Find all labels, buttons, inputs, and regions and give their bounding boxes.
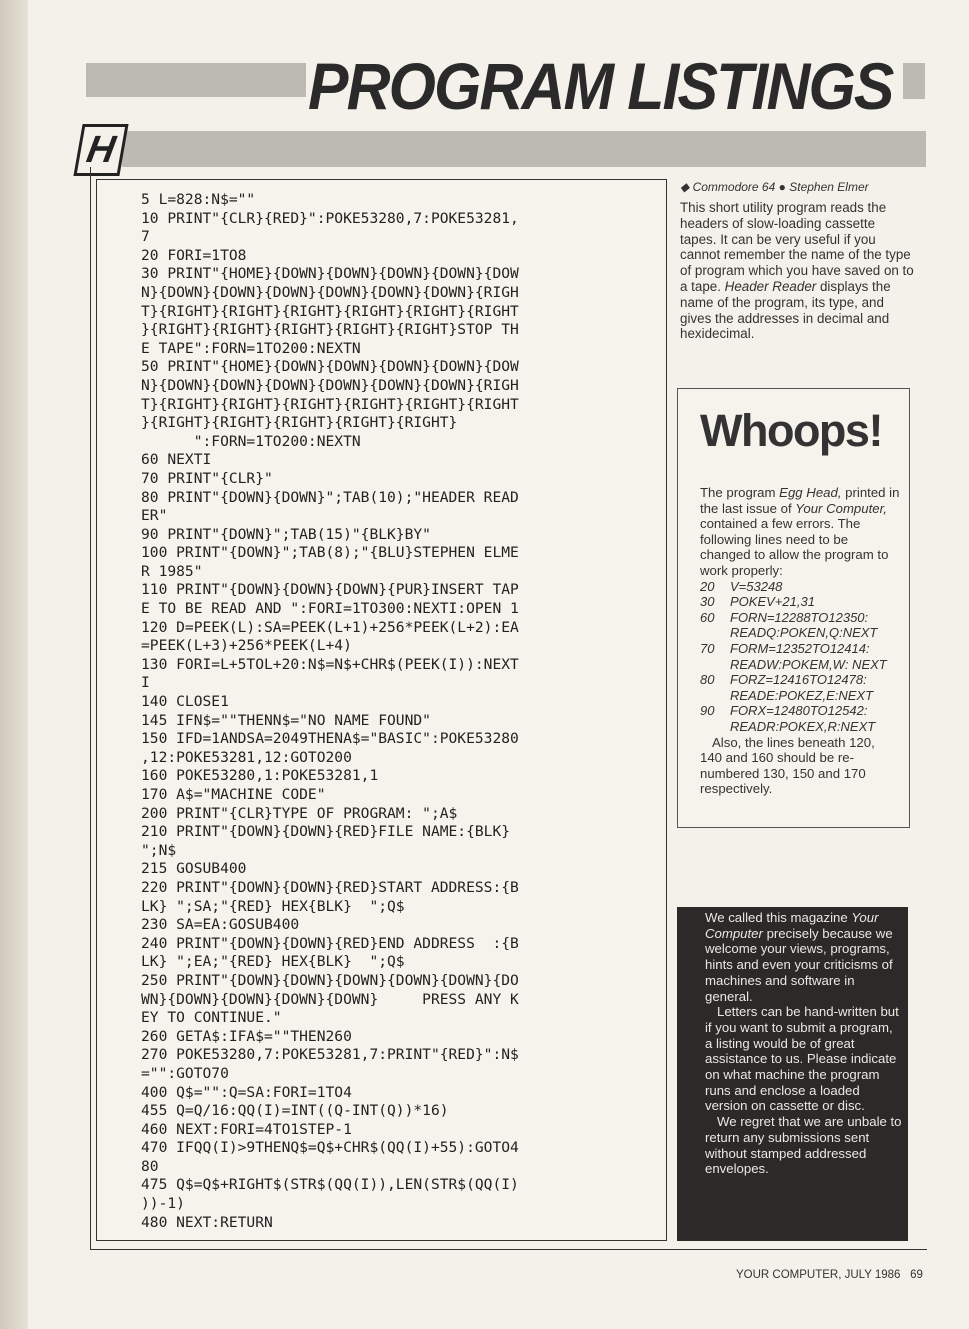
code-line: 240 PRINT"{DOWN}{DOWN}{RED}END ADDRESS :{B — [141, 934, 519, 952]
correction-line-number: 60 — [700, 609, 715, 625]
code-line: 20 FORI=1TO8 — [141, 246, 247, 264]
publication-info: YOUR COMPUTER, JULY 1986 — [736, 1269, 901, 1281]
submission-notice-text — [705, 910, 903, 1177]
code-line: 480 NEXT:RETURN — [141, 1213, 273, 1231]
code-line: ER" — [141, 507, 168, 525]
program-byline — [680, 180, 915, 194]
code-line: 160 POKE53280,1:POKE53281,1 — [141, 767, 379, 785]
program-listing-box — [96, 179, 667, 1241]
notice-paragraph: We regret that we are unbale to return any submissions sent without stamped addressed envelopes. — [705, 1114, 902, 1177]
code-line: 250 PRINT"{DOWN}{DOWN}{DOWN}{DOWN}{DOWN}{DO — [141, 971, 519, 989]
code-line: 210 PRINT"{DOWN}{DOWN}{RED}FILE NAME:{BLK} — [141, 823, 511, 841]
correction-code: FORZ=12416TO12478: READE:POKEZ,E:NEXT — [730, 672, 874, 703]
code-line: 140 CLOSE1 — [141, 693, 229, 711]
code-line: 80 PRINT"{DOWN}{DOWN}";TAB(10);"HEADER READ — [141, 488, 519, 506]
code-line: 170 A$="MACHINE CODE" — [141, 786, 326, 803]
correction-line-number: 80 — [700, 672, 715, 688]
section-letter-badge: H — [73, 124, 128, 176]
code-line: 200 PRINT"{CLR}TYPE OF PROGRAM: ";A$ — [141, 804, 458, 822]
code-line: }{RIGHT}{RIGHT}{RIGHT}{RIGHT}{RIGHT} — [141, 414, 458, 432]
correction-line — [700, 703, 900, 734]
code-line: 460 NEXT:FORI=4TO1STEP-1 — [141, 1120, 352, 1138]
code-line: I — [141, 674, 150, 692]
code-line: 455 Q=Q/16:QQ(I)=INT((Q-INT(Q))*16) — [141, 1102, 449, 1120]
code-line: ))-1) — [141, 1195, 185, 1213]
code-line: N}{DOWN}{DOWN}{DOWN}{DOWN}{DOWN}{DOWN}{RIGH — [141, 283, 519, 301]
code-line: 120 D=PEEK(L):SA=PEEK(L+1)+256*PEEK(L+2):EA — [141, 618, 519, 636]
code-line: E TO BE READ AND ":FORI=1TO300:NEXTI:OPEN 1 — [141, 600, 519, 618]
code-line: ,12:POKE53281,12:GOTO200 — [141, 748, 352, 766]
whoops-renumber-note: Also, the lines beneath 120, 140 and 160 should be re-numbered 130, 150 and 170 respectively. — [700, 734, 875, 797]
code-line: }{RIGHT}{RIGHT}{RIGHT}{RIGHT}{RIGHT}STOP TH — [141, 321, 519, 339]
bullet-icon: ● — [778, 180, 786, 194]
header-band-right — [903, 63, 925, 99]
code-line: LK} ";SA;"{RED} HEX{BLK} ";Q$ — [141, 897, 405, 915]
code-line: 145 IFN$=""THENN$="NO NAME FOUND" — [141, 711, 431, 729]
diamond-icon: ◆ — [680, 180, 690, 194]
code-line: 10 PRINT"{CLR}{RED}":POKE53280,7:POKE53281, — [141, 209, 519, 227]
code-line: 70 PRINT"{CLR}" — [141, 469, 273, 487]
code-line: T}{RIGHT}{RIGHT}{RIGHT}{RIGHT}{RIGHT}{RIGHT — [141, 395, 519, 413]
code-line: 7 — [141, 228, 150, 246]
author-name: Stephen Elmer — [789, 180, 869, 194]
whoops-intro: The program Egg Head, printed in the last issue of Your Computer, contained a few errors. The following lines need to be changed to allow the program to work properly: — [700, 485, 900, 578]
whoops-box — [677, 388, 910, 828]
program-intro: This short utility program reads the headers of slow-loading cassette tapes. It can be very useful if you cannot remember the name of the type of program which you have saved on to a tape. Header Reader displays the name of the program, its type, and gives the addresses in decimal and hexidecimal. — [680, 200, 914, 342]
program-info — [680, 180, 915, 342]
code-line: 215 GOSUB400 — [141, 860, 247, 878]
program-listing-code — [141, 191, 661, 1232]
code-line: N}{DOWN}{DOWN}{DOWN}{DOWN}{DOWN}{DOWN}{RIGH — [141, 376, 519, 394]
correction-line — [700, 579, 900, 595]
code-line: 5 L=828:N$="" — [141, 191, 256, 208]
code-line: R 1985" — [141, 562, 203, 580]
correction-code: FORM=12352TO12414: READW:POKEM,W: NEXT — [730, 640, 887, 672]
correction-line-number: 30 — [700, 594, 715, 610]
section-band — [122, 131, 926, 167]
correction-line — [700, 672, 900, 703]
code-line: 400 Q$="":Q=SA:FORI=1TO4 — [141, 1083, 352, 1101]
page-title: PROGRAM LISTINGS — [308, 49, 893, 123]
code-line: =PEEK(L+3)+256*PEEK(L+4) — [141, 637, 352, 655]
code-line: 100 PRINT"{DOWN}";TAB(8);"{BLU}STEPHEN ELME — [141, 544, 519, 562]
correction-line — [700, 641, 900, 672]
correction-code: FORN=12288TO12350: READQ:POKEN,Q:NEXT — [730, 609, 878, 641]
code-line: 50 PRINT"{HOME}{DOWN}{DOWN}{DOWN}{DOWN}{DOW — [141, 358, 519, 376]
code-line: ":FORN=1TO200:NEXTN — [141, 432, 361, 450]
code-line: WN}{DOWN}{DOWN}{DOWN}{DOWN} PRESS ANY K — [141, 990, 519, 1008]
code-line: ="":GOTO70 — [141, 1064, 229, 1082]
code-line: 30 PRINT"{HOME}{DOWN}{DOWN}{DOWN}{DOWN}{DOW — [141, 265, 519, 283]
code-line: 90 PRINT"{DOWN}";TAB(15)"{BLK}BY" — [141, 525, 431, 543]
code-line: 60 NEXTI — [141, 451, 212, 469]
code-line: ";N$ — [141, 841, 177, 859]
correction-line-number: 70 — [700, 640, 715, 656]
code-line: E TAPE":FORN=1TO200:NEXTN — [141, 339, 361, 357]
code-line: 130 FORI=L+5TOL+20:N$=N$+CHR$(PEEK(I)):NEXT — [141, 655, 519, 673]
correction-line — [700, 594, 900, 610]
code-line: 260 GETA$:IFA$=""THEN260 — [141, 1027, 352, 1045]
code-line: 270 POKE53280,7:POKE53281,7:PRINT"{RED}":N$ — [141, 1046, 519, 1064]
whoops-title: Whoops! — [700, 405, 882, 456]
notice-paragraph: We called this magazine Your Computer precisely because we welcome your views, programs, hints and even your criticisms of machines and software in general. — [705, 910, 893, 1004]
code-line: 150 IFD=1ANDSA=2049THENA$="BASIC":POKE53280 — [141, 730, 519, 748]
page-number: 69 — [910, 1269, 923, 1281]
code-line: 470 IFQQ(I)>9THENQ$=Q$+CHR$(QQ(I)+55):GOTO4 — [141, 1139, 519, 1157]
code-line: LK} ";EA;"{RED} HEX{BLK} ";Q$ — [141, 953, 405, 971]
correction-code: POKEV+21,31 — [730, 594, 815, 610]
code-line: 475 Q$=Q$+RIGHT$(STR$(QQ(I)),LEN(STR$(QQ(I) — [141, 1176, 519, 1194]
correction-line — [700, 610, 900, 641]
code-line: 230 SA=EA:GOSUB400 — [141, 916, 300, 934]
submission-notice — [677, 907, 908, 1241]
page-spine — [0, 0, 28, 1329]
code-line: 80 — [141, 1157, 159, 1175]
code-line: T}{RIGHT}{RIGHT}{RIGHT}{RIGHT}{RIGHT}{RIGHT — [141, 302, 519, 320]
correction-list — [700, 579, 900, 735]
page-footer — [736, 1269, 923, 1281]
machine-name: Commodore 64 — [692, 180, 776, 194]
program-name: Header Reader — [724, 278, 817, 294]
whoops-text — [700, 485, 900, 797]
notice-paragraph: Letters can be hand-written but if you want to submit a program, a listing would be of great assistance to us. Please indicate on what machine the program runs and enclose a loaded version on cassette or disc. — [705, 1004, 899, 1114]
correction-code: V=53248 — [730, 578, 783, 594]
correction-line-number: 90 — [700, 703, 715, 719]
correction-code: FORX=12480TO12542: READR:POKEX,R:NEXT — [730, 703, 876, 734]
code-line: 220 PRINT"{DOWN}{DOWN}{RED}START ADDRESS:{B — [141, 878, 519, 896]
correction-line-number: 20 — [700, 578, 715, 594]
header-band-left — [86, 63, 306, 97]
code-line: EY TO CONTINUE." — [141, 1009, 282, 1027]
code-line: 110 PRINT"{DOWN}{DOWN}{DOWN}{PUR}INSERT TAP — [141, 581, 519, 599]
